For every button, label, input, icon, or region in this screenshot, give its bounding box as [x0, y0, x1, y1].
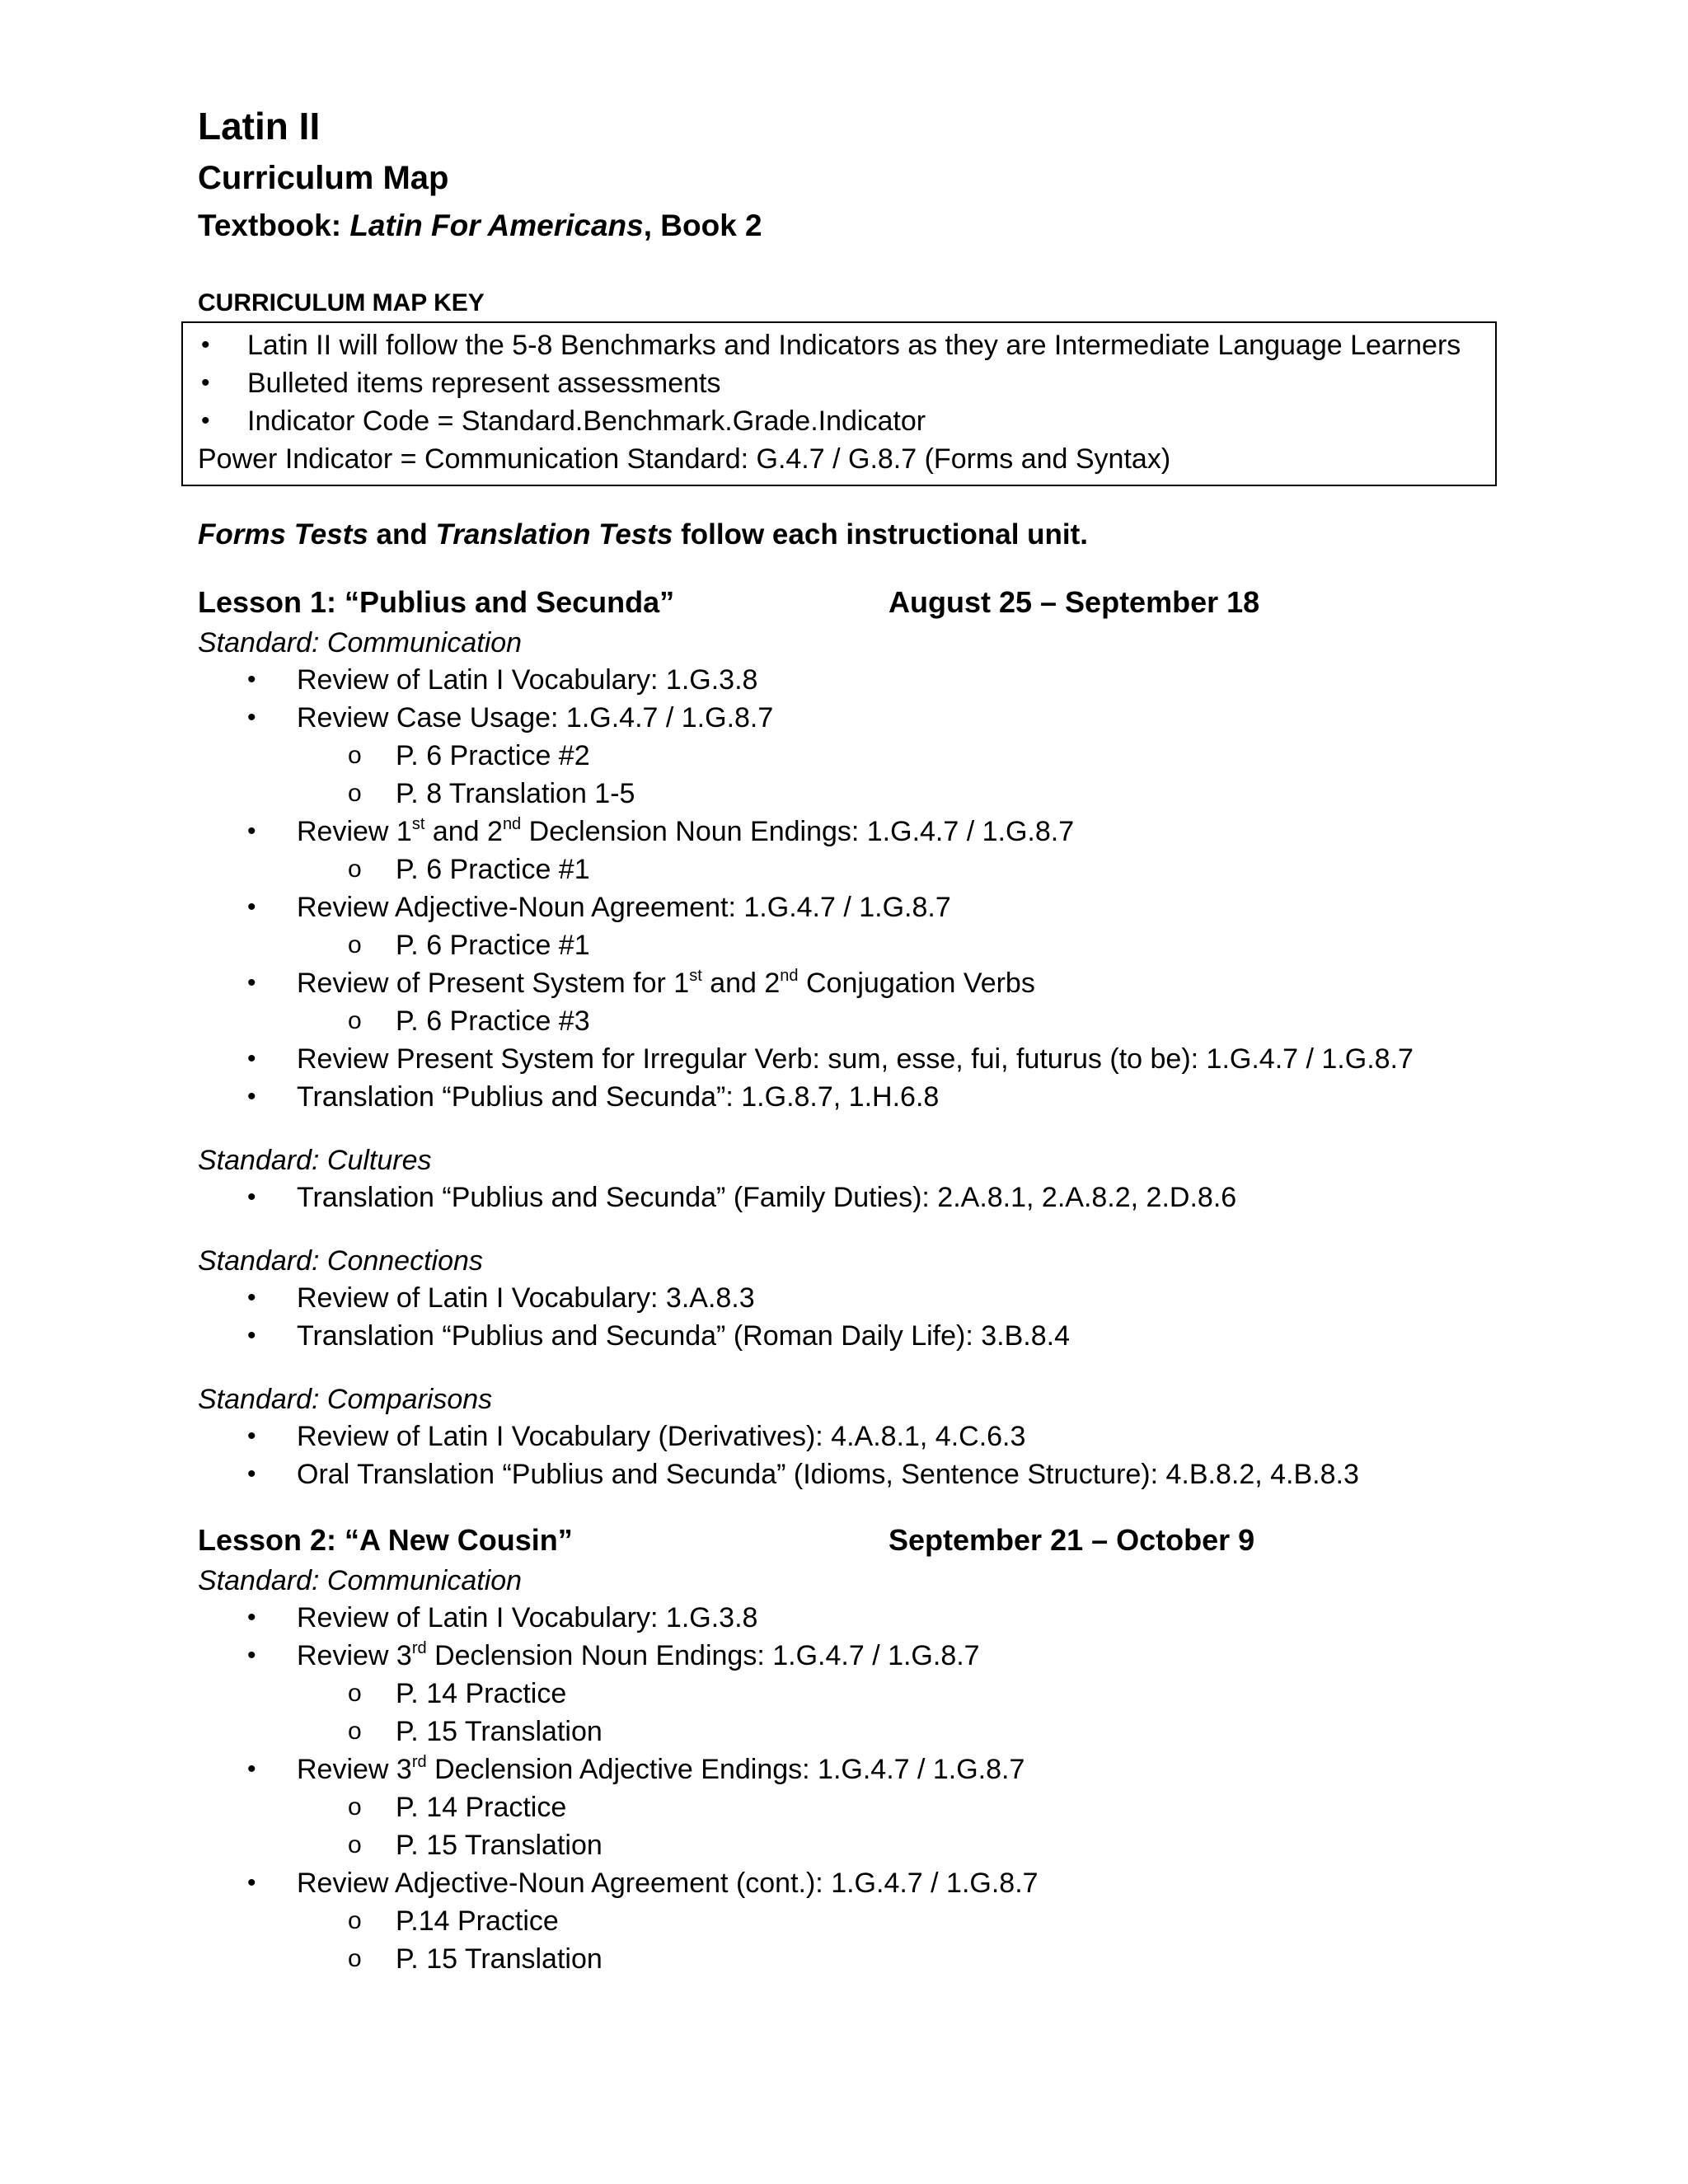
bullet-icon: • [247, 1755, 256, 1783]
list-item: • Review of Latin I Vocabulary: 3.A.8.3 [198, 1279, 1517, 1317]
sub-list-item: o P. 15 Translation [198, 1940, 1517, 1978]
standard-label: Standard: Comparisons [198, 1384, 493, 1415]
bullet-icon: • [247, 1322, 256, 1349]
circle-bullet-icon: o [348, 1007, 362, 1034]
bullet-icon: • [247, 1642, 256, 1669]
key-title: CURRICULUM MAP KEY [198, 289, 485, 316]
sub-list-item: o P. 8 Translation 1-5 [198, 775, 1517, 813]
document-page [198, 99, 1517, 1978]
list-item: • Review of Present System for 1st and 2nd Conjugation Verbs [198, 964, 1517, 1002]
list-item: • Translation “Publius and Secunda”: 1.G.8.7, 1.H.6.8 [198, 1078, 1517, 1116]
list-item: • Translation “Publius and Secunda” (Family Duties): 2.A.8.1, 2.A.8.2, 2.D.8.6 [198, 1179, 1517, 1216]
bullet-icon: • [247, 704, 256, 731]
bullet-icon: • [247, 1460, 256, 1488]
list-item: • Translation “Publius and Secunda” (Roman Daily Life): 3.B.8.4 [198, 1317, 1517, 1355]
list-item: • Review Adjective-Noun Agreement (cont.): 1.G.4.7 / 1.G.8.7 [198, 1864, 1517, 1902]
circle-bullet-icon: o [348, 1831, 362, 1858]
circle-bullet-icon: o [348, 1945, 362, 1972]
key-item: • Bulleted items represent assessments [198, 364, 1480, 402]
standard-label: Standard: Connections [198, 1245, 483, 1277]
list-item: • Review of Latin I Vocabulary: 1.G.3.8 [198, 1599, 1517, 1637]
key-item: • Indicator Code = Standard.Benchmark.Grade.Indicator [198, 402, 1480, 440]
circle-bullet-icon: o [348, 855, 362, 883]
standard-label: Standard: Communication [198, 1565, 523, 1596]
sub-list-item: o P.14 Practice [198, 1902, 1517, 1940]
lesson-title: Lesson 1: “Publius and Secunda” [198, 585, 675, 619]
list-item: • Review of Latin I Vocabulary: 1.G.3.8 [198, 661, 1517, 699]
textbook-suffix: , Book 2 [643, 209, 762, 242]
circle-bullet-icon: o [348, 1680, 362, 1707]
circle-bullet-icon: o [348, 1907, 362, 1934]
list-item: • Review 3rd Declension Adjective Endings: 1.G.4.7 / 1.G.8.7 [198, 1750, 1517, 1788]
lesson-title: Lesson 2: “A New Cousin” [198, 1523, 573, 1557]
bullet-icon: • [247, 969, 256, 996]
key-item: • Latin II will follow the 5-8 Benchmarks and Indicators as they are Intermediate Language Learners [198, 326, 1480, 364]
sub-list-item: o P. 6 Practice #3 [198, 1002, 1517, 1040]
sub-list-item: o P. 6 Practice #1 [198, 851, 1517, 888]
bullet-icon: • [247, 1083, 256, 1110]
document-subtitle: Curriculum Map [198, 160, 449, 196]
standard-label: Standard: Communication [198, 627, 523, 658]
bullet-icon: • [247, 1183, 256, 1211]
bullet-icon: • [247, 1604, 256, 1631]
lesson-2-heading [198, 1518, 1517, 1563]
circle-bullet-icon: o [348, 1718, 362, 1745]
sub-list-item: o P. 6 Practice #1 [198, 926, 1517, 964]
textbook-line [198, 203, 1517, 249]
sub-list-item: o P. 15 Translation [198, 1826, 1517, 1864]
bullet-icon: • [247, 1422, 256, 1450]
bullet-icon: • [247, 1869, 256, 1896]
bullet-icon: • [247, 1284, 256, 1311]
sub-list-item: o P. 14 Practice [198, 1675, 1517, 1713]
lesson-dates: August 25 – September 18 [889, 585, 1260, 619]
bullet-icon: • [201, 369, 210, 396]
bullet-icon: • [201, 407, 210, 434]
bullet-icon: • [247, 893, 256, 921]
sub-list-item: o P. 15 Translation [198, 1713, 1517, 1750]
list-item: • Review Adjective-Noun Agreement: 1.G.4.7 / 1.G.8.7 [198, 888, 1517, 926]
bullet-icon: • [247, 818, 256, 845]
list-item: • Review Present System for Irregular Verb: sum, esse, fui, futurus (to be): 1.G.4.7 / 1.G.8.7 [198, 1040, 1517, 1078]
circle-bullet-icon: o [348, 780, 362, 807]
bullet-icon: • [201, 331, 210, 359]
power-indicator: Power Indicator = Communication Standard: G.4.7 / G.8.7 (Forms and Syntax) [198, 443, 1171, 475]
sub-list-item: o P. 14 Practice [198, 1788, 1517, 1826]
list-item: • Review 3rd Declension Noun Endings: 1.G.4.7 / 1.G.8.7 [198, 1637, 1517, 1675]
list-item: • Review of Latin I Vocabulary (Derivatives): 4.A.8.1, 4.C.6.3 [198, 1418, 1517, 1455]
circle-bullet-icon: o [348, 1793, 362, 1821]
circle-bullet-icon: o [348, 931, 362, 958]
bullet-icon: • [247, 1045, 256, 1072]
lesson-dates: September 21 – October 9 [889, 1523, 1255, 1557]
list-item: • Review Case Usage: 1.G.4.7 / 1.G.8.7 [198, 699, 1517, 737]
textbook-title: Latin For Americans [349, 209, 644, 242]
list-item: • Review 1st and 2nd Declension Noun Endings: 1.G.4.7 / 1.G.8.7 [198, 813, 1517, 851]
circle-bullet-icon: o [348, 742, 362, 769]
key-box [181, 321, 1497, 486]
textbook-label: Textbook: [198, 209, 350, 242]
standard-label: Standard: Cultures [198, 1145, 432, 1176]
lesson-1-heading [198, 580, 1517, 625]
document-title: Latin II [198, 105, 321, 148]
assessment-notice: Forms Tests and Translation Tests follow each instructional unit. [198, 518, 1089, 551]
list-item: • Oral Translation “Publius and Secunda” (Idioms, Sentence Structure): 4.B.8.2, 4.B.8.3 [198, 1455, 1517, 1493]
bullet-icon: • [247, 666, 256, 693]
sub-list-item: o P. 6 Practice #2 [198, 737, 1517, 775]
